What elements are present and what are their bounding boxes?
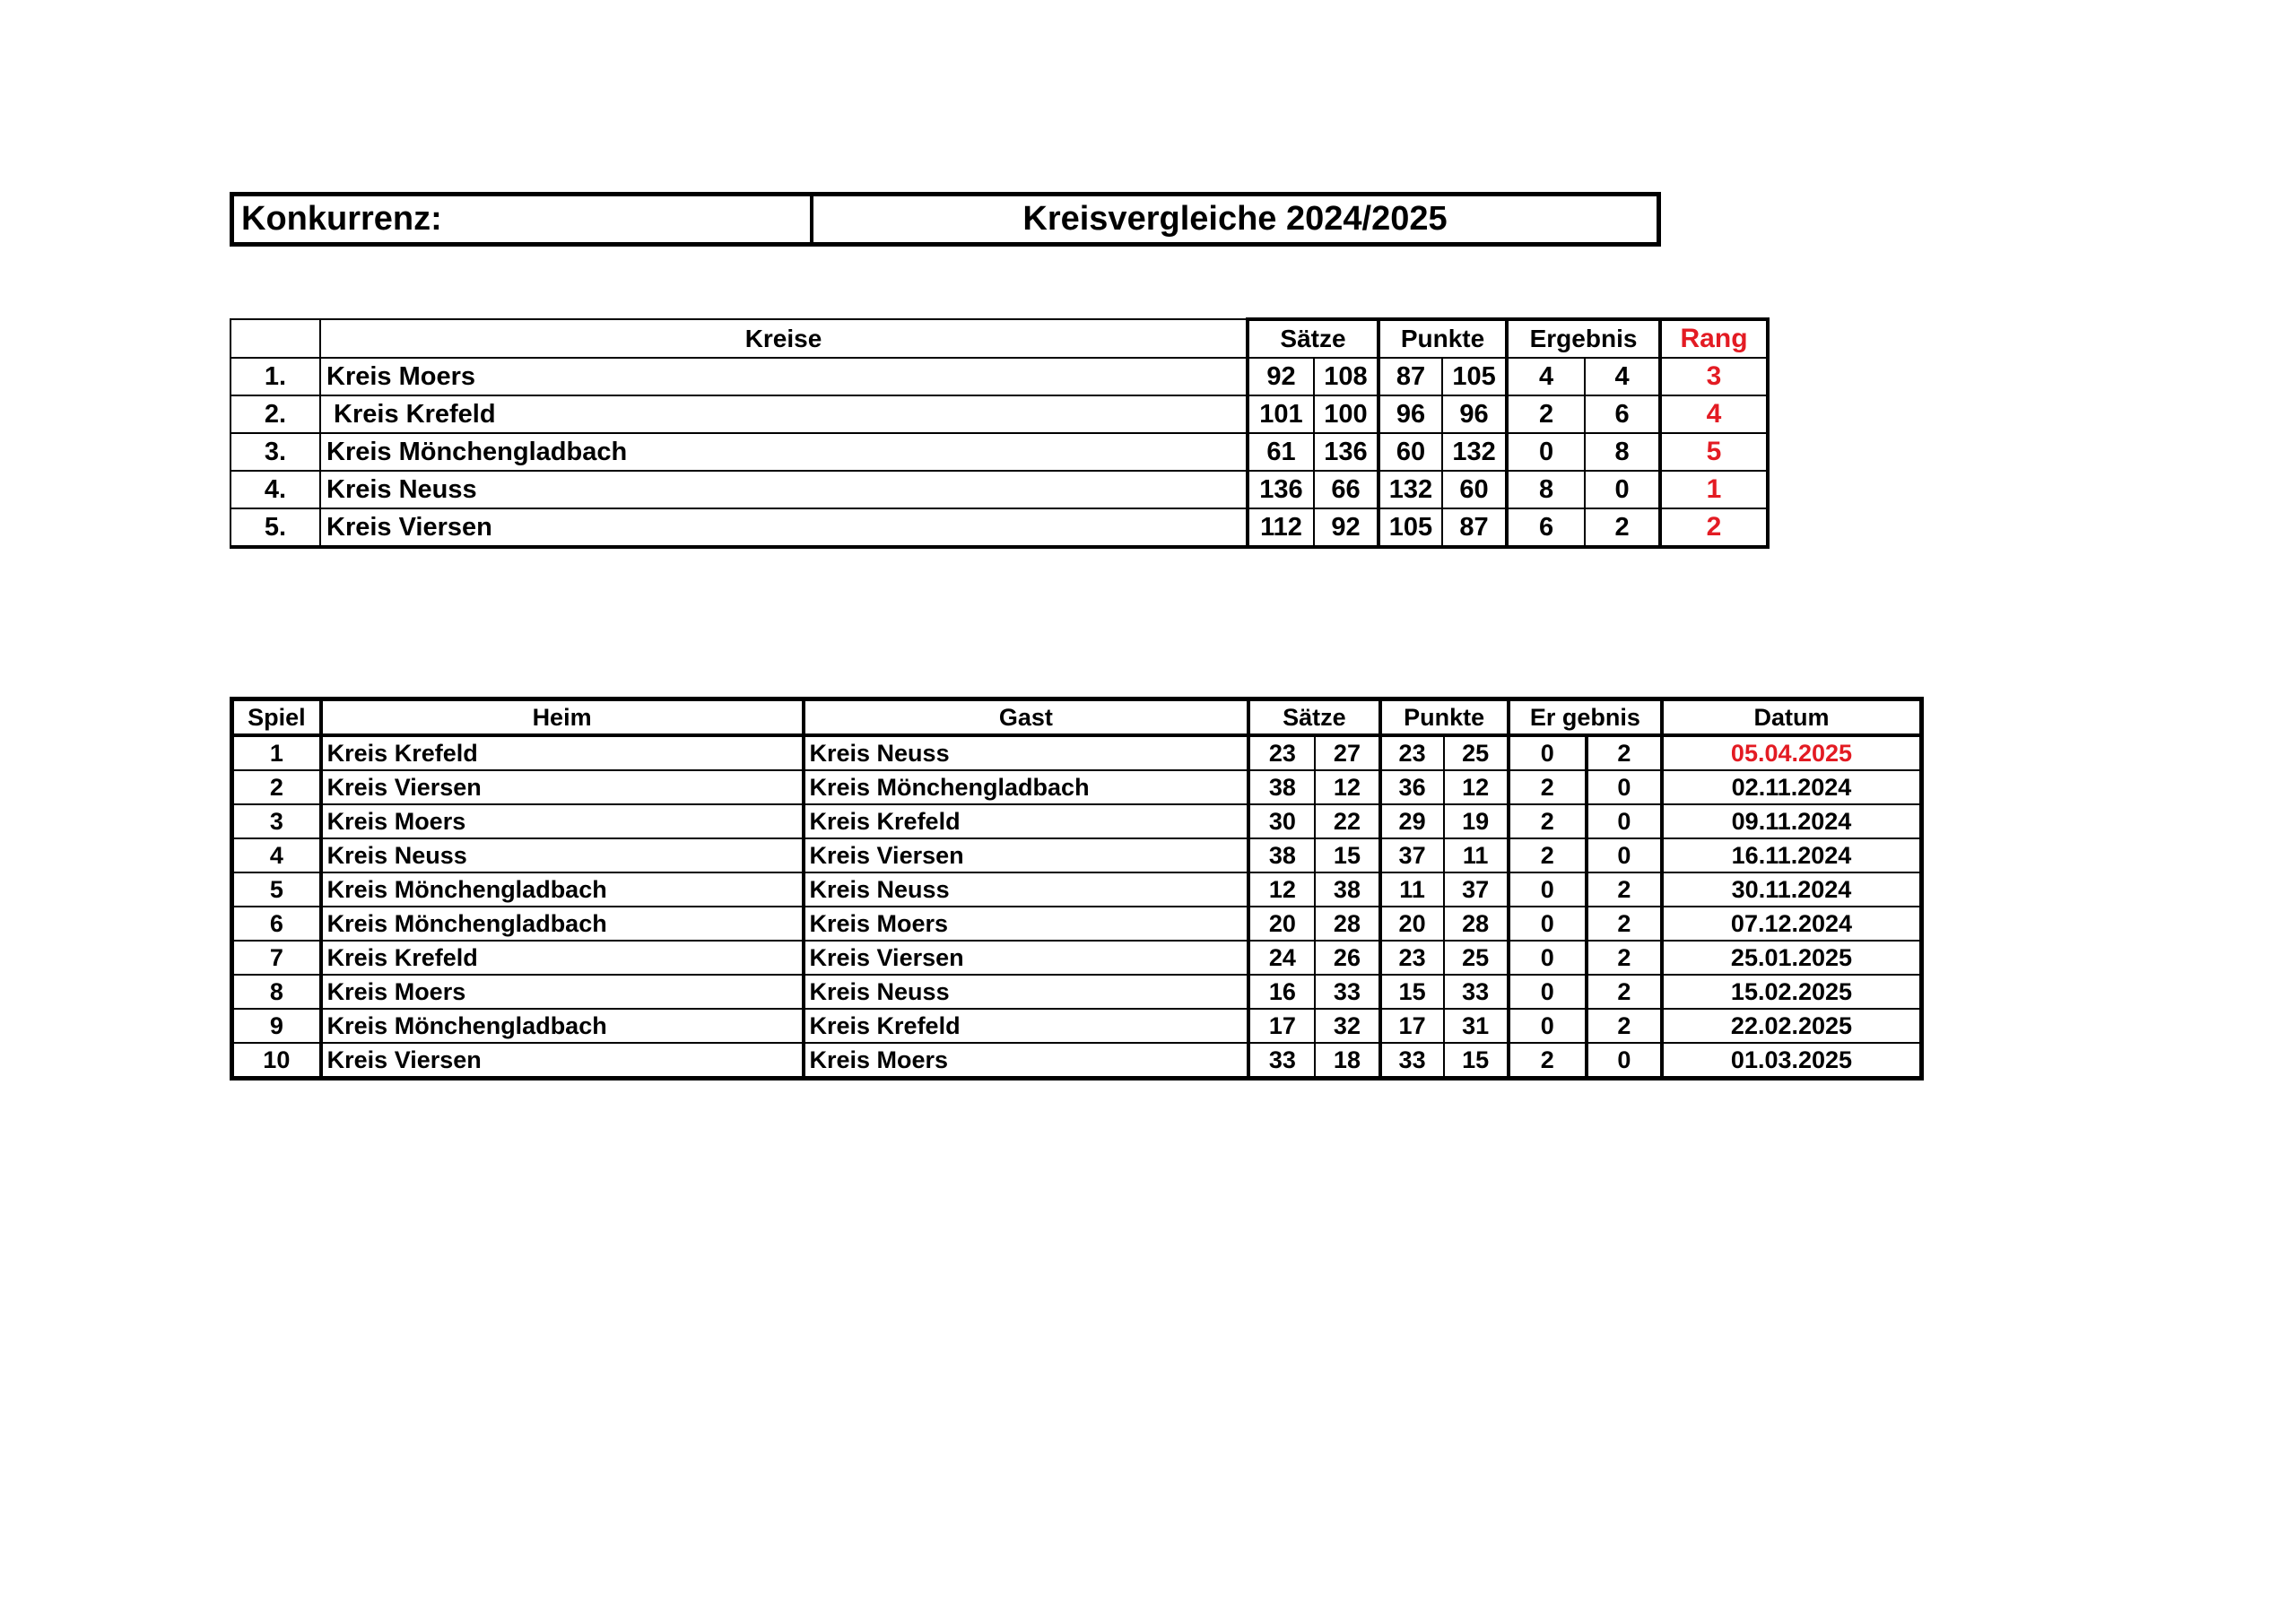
game-number: 1 [232,735,321,770]
game-number: 7 [232,941,321,975]
game-saetze-guest: 33 [1315,975,1379,1009]
game-guest-team: Kreis Mönchengladbach [804,770,1249,804]
game-punkte-home: 23 [1380,941,1444,975]
game-saetze-guest: 26 [1315,941,1379,975]
game-saetze-home: 33 [1248,1043,1315,1079]
standings-rank-number: 2. [230,395,320,433]
game-punkte-home: 17 [1380,1009,1444,1043]
game-ergebnis-home: 2 [1509,770,1587,804]
game-ergebnis-guest: 2 [1587,872,1662,907]
game-ergebnis-guest: 2 [1587,907,1662,941]
game-saetze-home: 20 [1248,907,1315,941]
standings-punkte-won: 132 [1378,471,1442,508]
game-saetze-guest: 28 [1315,907,1379,941]
standings-rang: 5 [1660,433,1768,471]
standings-header-row [230,319,1768,358]
game-punkte-home: 15 [1380,975,1444,1009]
standings-row [230,433,1768,471]
game-ergebnis-home: 0 [1509,941,1587,975]
game-saetze-home: 16 [1248,975,1315,1009]
games-body [232,735,1922,1079]
standings-kreis-name: Kreis Krefeld [320,395,1248,433]
standings-rang: 3 [1660,358,1768,395]
standings-punkte-won: 105 [1378,508,1442,547]
game-number: 3 [232,804,321,838]
standings-rank-number: 3. [230,433,320,471]
game-home-team: Kreis Mönchengladbach [321,1009,804,1043]
game-saetze-home: 23 [1248,735,1315,770]
games-header-punkte: Punkte [1380,699,1509,736]
standings-punkte-won: 60 [1378,433,1442,471]
standings-punkte-lost: 105 [1442,358,1507,395]
standings-saetze-lost: 136 [1314,433,1378,471]
game-row [232,1009,1922,1043]
game-row [232,907,1922,941]
standings-row [230,358,1768,395]
game-punkte-guest: 19 [1444,804,1509,838]
standings-punkte-lost: 96 [1442,395,1507,433]
game-number: 5 [232,872,321,907]
standings-row [230,508,1768,547]
game-number: 8 [232,975,321,1009]
game-number: 9 [232,1009,321,1043]
games-header-spiel: Spiel [232,699,321,736]
game-guest-team: Kreis Neuss [804,735,1249,770]
game-guest-team: Kreis Krefeld [804,1009,1249,1043]
standings-body [230,358,1768,547]
standings-ergebnis-lost: 6 [1585,395,1660,433]
game-saetze-home: 38 [1248,770,1315,804]
game-row [232,872,1922,907]
standings-punkte-won: 87 [1378,358,1442,395]
standings-ergebnis-lost: 8 [1585,433,1660,471]
game-punkte-guest: 37 [1444,872,1509,907]
standings-saetze-won: 92 [1248,358,1314,395]
standings-ergebnis-lost: 0 [1585,471,1660,508]
competition-label: Konkurrenz: [232,195,813,245]
game-ergebnis-home: 2 [1509,804,1587,838]
game-guest-team: Kreis Viersen [804,941,1249,975]
standings-kreis-name: Kreis Viersen [320,508,1248,547]
games-header-gast: Gast [804,699,1249,736]
game-punkte-home: 36 [1380,770,1444,804]
game-ergebnis-home: 0 [1509,872,1587,907]
standings-ergebnis-lost: 4 [1585,358,1660,395]
standings-row [230,471,1768,508]
game-number: 2 [232,770,321,804]
standings-saetze-won: 101 [1248,395,1314,433]
game-home-team: Kreis Neuss [321,838,804,872]
game-punkte-guest: 11 [1444,838,1509,872]
game-punkte-guest: 33 [1444,975,1509,1009]
game-ergebnis-home: 0 [1509,907,1587,941]
game-punkte-guest: 25 [1444,735,1509,770]
game-row [232,770,1922,804]
game-saetze-home: 30 [1248,804,1315,838]
standings-punkte-lost: 87 [1442,508,1507,547]
game-punkte-guest: 12 [1444,770,1509,804]
standings-punkte-lost: 132 [1442,433,1507,471]
standings-ergebnis-lost: 2 [1585,508,1660,547]
standings-rank-number: 5. [230,508,320,547]
game-row [232,804,1922,838]
standings-ergebnis-won: 6 [1507,508,1585,547]
standings-header-kreise: Kreise [320,319,1248,358]
standings-header-rang: Rang [1660,319,1768,358]
games-header-heim: Heim [321,699,804,736]
game-saetze-home: 38 [1248,838,1315,872]
standings-ergebnis-won: 8 [1507,471,1585,508]
game-punkte-home: 20 [1380,907,1444,941]
game-punkte-guest: 28 [1444,907,1509,941]
standings-header-blank [230,319,320,358]
game-saetze-guest: 22 [1315,804,1379,838]
game-date: 01.03.2025 [1662,1043,1922,1079]
game-ergebnis-guest: 2 [1587,975,1662,1009]
game-ergebnis-guest: 2 [1587,941,1662,975]
game-saetze-guest: 38 [1315,872,1379,907]
standings-kreis-name: Kreis Moers [320,358,1248,395]
standings-header-punkte: Punkte [1378,319,1507,358]
game-saetze-home: 17 [1248,1009,1315,1043]
game-date: 16.11.2024 [1662,838,1922,872]
game-row [232,838,1922,872]
game-row [232,975,1922,1009]
standings-ergebnis-won: 2 [1507,395,1585,433]
title-box [230,192,1661,247]
standings-rank-number: 4. [230,471,320,508]
game-punkte-guest: 25 [1444,941,1509,975]
game-ergebnis-home: 0 [1509,975,1587,1009]
game-punkte-guest: 15 [1444,1043,1509,1079]
standings-ergebnis-won: 4 [1507,358,1585,395]
standings-rang: 1 [1660,471,1768,508]
game-date: 07.12.2024 [1662,907,1922,941]
standings-row [230,395,1768,433]
page-title: Kreisvergleiche 2024/2025 [1022,200,1448,238]
standings-punkte-lost: 60 [1442,471,1507,508]
game-row [232,941,1922,975]
game-punkte-home: 23 [1380,735,1444,770]
standings-saetze-lost: 100 [1314,395,1378,433]
game-punkte-home: 37 [1380,838,1444,872]
standings-saetze-lost: 92 [1314,508,1378,547]
game-date: 15.02.2025 [1662,975,1922,1009]
game-row [232,735,1922,770]
game-ergebnis-home: 0 [1509,1009,1587,1043]
standings-saetze-won: 61 [1248,433,1314,471]
game-ergebnis-guest: 0 [1587,770,1662,804]
standings-saetze-won: 136 [1248,471,1314,508]
game-number: 10 [232,1043,321,1079]
game-ergebnis-home: 2 [1509,1043,1587,1079]
game-ergebnis-guest: 2 [1587,735,1662,770]
game-saetze-guest: 15 [1315,838,1379,872]
game-ergebnis-guest: 0 [1587,838,1662,872]
game-guest-team: Kreis Neuss [804,975,1249,1009]
game-guest-team: Kreis Neuss [804,872,1249,907]
standings-punkte-won: 96 [1378,395,1442,433]
game-home-team: Kreis Krefeld [321,735,804,770]
game-home-team: Kreis Moers [321,975,804,1009]
game-home-team: Kreis Mönchengladbach [321,872,804,907]
game-home-team: Kreis Krefeld [321,941,804,975]
game-home-team: Kreis Viersen [321,770,804,804]
standings-header-saetze: Sätze [1248,319,1378,358]
standings-rang: 2 [1660,508,1768,547]
standings-saetze-lost: 66 [1314,471,1378,508]
game-row [232,1043,1922,1079]
game-guest-team: Kreis Moers [804,1043,1249,1079]
standings-kreis-name: Kreis Neuss [320,471,1248,508]
standings-kreis-name: Kreis Mönchengladbach [320,433,1248,471]
games-header-ergebnis: Er gebnis [1509,699,1662,736]
standings-rang: 4 [1660,395,1768,433]
game-ergebnis-guest: 2 [1587,1009,1662,1043]
standings-header-ergebnis: Ergebnis [1507,319,1660,358]
game-punkte-home: 11 [1380,872,1444,907]
standings-table [230,317,1770,549]
game-home-team: Kreis Mönchengladbach [321,907,804,941]
standings-saetze-won: 112 [1248,508,1314,547]
game-saetze-home: 24 [1248,941,1315,975]
game-punkte-home: 33 [1380,1043,1444,1079]
game-saetze-guest: 32 [1315,1009,1379,1043]
game-home-team: Kreis Viersen [321,1043,804,1079]
game-date: 22.02.2025 [1662,1009,1922,1043]
game-date: 25.01.2025 [1662,941,1922,975]
game-guest-team: Kreis Moers [804,907,1249,941]
game-number: 6 [232,907,321,941]
game-guest-team: Kreis Krefeld [804,804,1249,838]
game-date: 02.11.2024 [1662,770,1922,804]
game-saetze-guest: 27 [1315,735,1379,770]
games-header-row [232,699,1922,736]
game-saetze-guest: 12 [1315,770,1379,804]
game-date: 30.11.2024 [1662,872,1922,907]
games-header-datum: Datum [1662,699,1922,736]
game-date: 09.11.2024 [1662,804,1922,838]
game-punkte-guest: 31 [1444,1009,1509,1043]
game-saetze-guest: 18 [1315,1043,1379,1079]
standings-rank-number: 1. [230,358,320,395]
standings-saetze-lost: 108 [1314,358,1378,395]
game-ergebnis-guest: 0 [1587,804,1662,838]
game-number: 4 [232,838,321,872]
games-table [230,697,1924,1081]
game-home-team: Kreis Moers [321,804,804,838]
standings-ergebnis-won: 0 [1507,433,1585,471]
game-ergebnis-guest: 0 [1587,1043,1662,1079]
game-punkte-home: 29 [1380,804,1444,838]
game-saetze-home: 12 [1248,872,1315,907]
game-date: 05.04.2025 [1662,735,1922,770]
game-ergebnis-home: 0 [1509,735,1587,770]
game-guest-team: Kreis Viersen [804,838,1249,872]
games-header-saetze: Sätze [1248,699,1379,736]
game-ergebnis-home: 2 [1509,838,1587,872]
